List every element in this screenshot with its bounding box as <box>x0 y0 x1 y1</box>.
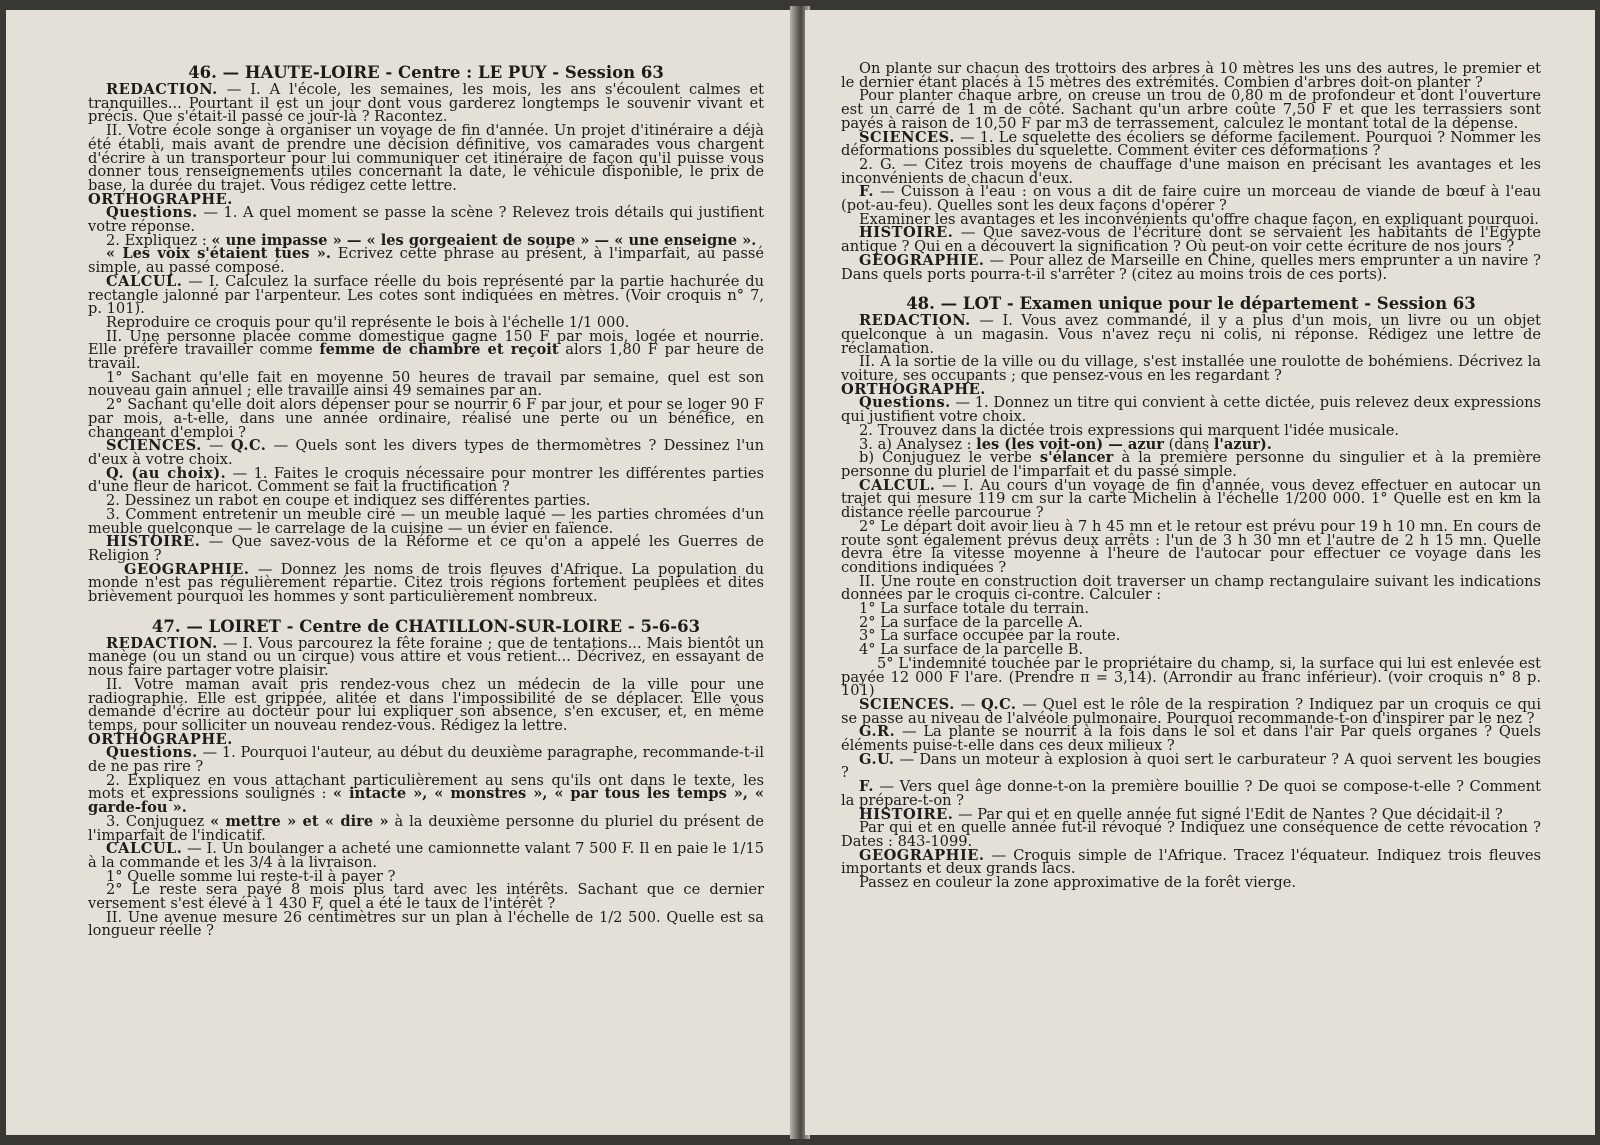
exam-46-calcul-3: 1° Sachant qu'elle fait en moyenne 50 heures de travail par semaine, quel est son nouveau gain annuel ; elle travaille ainsi 49 semaines par an. <box>88 368 764 400</box>
exam-47-heading: 47. — LOIRET - Centre de CHATILLON-SUR-LOIRE - 5-6-63 <box>151 616 701 636</box>
exam-46-questions-3: « Les voix s'étaient tues ». Ecrivez cette phrase au présent, à l'imparfait, au passé simple, au passé composé. <box>88 245 765 277</box>
exam-48-geographie: GEOGRAPHIE. — Croquis simple de l'Afrique. Tracez l'équateur. Indiquez trois fleuves importants et deux grands lacs. <box>841 846 1542 878</box>
exam-48-calcul-list-5: 5° L'indemnité touchée par le propriétaire du champ, si, la surface qui lui est enlevée est payée 12 000 F l'are. (Prendre π = 3,14). (Arrondir au franc inférieur). (voir croquis n° 8 p. 101) <box>841 654 1541 700</box>
exam-46-sciences-1: SCIENCES. — Q.C. — Quels sont les divers types de thermomètres ? Dessinez l'un d'eux à votre choix. <box>88 437 764 468</box>
exam-46-heading: 46. — HAUTE-LOIRE - Centre : LE PUY - Session 63 <box>188 63 664 82</box>
exam-48-calcul-list-4: 4° La surface de la parcelle B. <box>859 641 1084 659</box>
exam-46-sciences-3: 2. Dessinez un rabot en coupe et indiquez ses différentes parties. <box>106 492 591 510</box>
right-column <box>841 62 1541 890</box>
exam-48-redaction: REDACTION. — I. Vous avez commandé, il y a plus d'un mois, un livre ou un objet quelconque à un magasin. Vous n'avez reçu ni colis, ni réponse. Rédigez une lettre de réclamation. <box>841 312 1541 357</box>
exam-47-calcul-3: 2° Le reste sera payé 8 mois plus tard avec les intérêts. Sachant que ce dernier versement s'est élevé à 1 430 F, quel a été le taux de l'intérêt ? <box>88 881 764 913</box>
exam-47-redaction: REDACTION. — I. Vous parcourez la fête foraine ; que de tentations... Mais bientôt un manège (ou un stand ou un cirque) vous attire et vous retient... Décrivez, en essayant de nous faire partager votre plaisir. <box>88 634 764 680</box>
exam-46-redaction-2: II. Votre école songe à organiser un voyage de fin d'année. Un projet d'itinéraire a déjà été établi, mais avant de prendre une décision définitive, vos camarades vous chargent d'écrire à un transporteur pour lui communiquer cet itinéraire de façon qu'il puisse vous donner tous renseignements utiles concernant la date, le véhicule disponible, le prix de base, la durée du trajet. Vous rédigez cette lettre. <box>88 122 764 194</box>
exam-48-sciences-4: F. — Vers quel âge donne-t-on la première bouillie ? De quoi se compose-t-elle ? Comment la prépare-t-on ? <box>841 778 1542 809</box>
exam-46-redaction: REDACTION. — I. A l'école, les semaines, les mois, les ans s'écoulent calmes et tranquilles... Pourtant il est un jour dont vous garderez longtemps le souvenir vivant et précis. Que s'était-il passé ce jour-là ? Racontez. <box>88 81 764 126</box>
exam-48-redaction-2: II. A la sortie de la ville ou du village, s'est installée une roulotte de bohémiens. Décrivez la voiture, ses occupants ; que pensez-vous en les regardant ? <box>841 353 1541 385</box>
exam-48-geographie-2: Passez en couleur la zone approximative de la forêt vierge. <box>859 874 1297 892</box>
exam-48-histoire-2: Par qui et en quelle année fut-il révoqué ? Indiquez une conséquence de cette révocation ? Dates : 843-1099. <box>841 819 1541 850</box>
exam-48-calcul-list-1: 1° La surface totale du terrain. <box>859 600 1090 618</box>
exam-47-ortho-label: ORTHOGRAPHE. <box>88 730 233 748</box>
exam-47-sciences-3: F. — Cuisson à l'eau : on vous a dit de faire cuire un morceau de viande de bœuf à l'eau (pot-au-feu). Quelles sont les deux façons d'opérer ? <box>841 183 1542 215</box>
exam-47-sciences-4: Examiner les avantages et les inconvénients qu'offre chaque façon, en expliquant pourquoi. <box>859 210 1539 228</box>
exam-46-questions-2: 2. Expliquez : « une impasse » — « les gorgeaient de soupe » — « une enseigne ». <box>106 231 757 249</box>
exam-46-ortho-label: ORTHOGRAPHE. <box>88 190 233 208</box>
right-page <box>805 10 1595 1135</box>
exam-48-calcul-3: II. Une route en construction doit traverser un champ rectangulaire suivant les indications données par le croquis ci-contre. Calculer : <box>841 572 1541 604</box>
exam-47-questions-3: 3. Conjuguez « mettre » et « dire » à la deuxième personne du pluriel du présent de l'imparfait de l'indicatif. <box>88 812 764 844</box>
exam-48-questions-2: 2. Trouvez dans la dictée trois expressions qui marquent l'idée musicale. <box>859 421 1400 439</box>
exam-48-questions-3: 3. a) Analysez : les (les voit-on) — azur (dans l'azur). <box>859 435 1272 453</box>
exam-47-calcul-1: CALCUL. — I. Un boulanger a acheté une camionnette valant 7 500 F. Il en paie le 1/15 à la commande et les 3/4 à la livraison. <box>88 840 765 871</box>
exam-48-sciences-2: G.R. — La plante se nourrit à la fois dans le sol et dans l'air Par quels organes ? Quels éléments puise-t-elle dans ces deux milieux ? <box>841 723 1541 755</box>
exam-47-geographie: GEOGRAPHIE. — Pour allez de Marseille en Chine, quelles mers emprunter a un navire ? Dans quels ports pourra-t-il s'arrêter ? (citez au moins trois de ces ports). <box>841 251 1542 283</box>
redaction-label: REDACTION. <box>106 81 218 98</box>
exam-47-calcul-4: II. Une avenue mesure 26 centimètres sur un plan à l'échelle de 1/2 500. Quelle est sa longueur réelle ? <box>88 908 764 940</box>
left-column <box>88 62 764 938</box>
exam-46-histoire: HISTOIRE. — Que savez-vous de la Réforme et ce qu'on a appelé les Guerres de Religion ? <box>88 533 764 564</box>
exam-47-histoire: HISTOIRE. — Que savez-vous de l'écriture dont se servaient les habitants de l'Egypte antique ? Qui en a découvert la signification ? Où peut-on voir cette écriture de nos jours ? <box>841 224 1541 256</box>
exam-46-calcul-1: CALCUL. — I. Calculez la surface réelle du bois représenté par la partie hachurée du rectangle jalonné par l'arpenteur. Les cotes sont indiquées en mètres. (Voir croquis n° 7, p. 101). <box>88 272 764 318</box>
exam-48-sciences-3: G.U. — Dans un moteur à explosion à quoi sert le carburateur ? A quoi servent les bougies ? <box>841 750 1541 782</box>
exam-46-geographie: GEOGRAPHIE. — Donnez les noms de trois fleuves d'Afrique. La population du monde n'est pas régulièrement répartie. Citez trois régions fortement peuplées et dites brièvement pourquoi les hommes y sont particulièrement nombreux. <box>88 560 765 606</box>
exam-46-calcul-4: 2° Sachant qu'elle doit alors dépenser pour se nourrir 6 F par jour, et pour se loger 90 F par mois, a-t-elle, dans une année ordinaire, réalisé une perte ou un bénéfice, en changeant d'emploi ? <box>88 396 764 441</box>
exam-48-calcul-list-2: 2° La surface de la parcelle A. <box>859 613 1083 631</box>
exam-48-ortho-label: ORTHOGRAPHE. <box>841 380 986 398</box>
exam-46-sciences-4: 3. Comment entretenir un meuble ciré — un meuble laqué — les parties chromées d'un meuble quelconque — le carrelage de la cuisine — un évier en faïence. <box>88 505 764 537</box>
exam-47-redaction-2: II. Votre maman avait pris rendez-vous chez un médecin de la ville pour une radiographie. Elle est grippée, alitée et dans l'impossibilité de se déplacer. Elle vous demande d'écrire au docteur pour lui expliquer son absence, s'en excuser, et, en même temps, pour solliciter un nouveau rendez-vous. Rédigez la lettre. <box>88 675 764 734</box>
exam-47-sciences-2: 2. G. — Citez trois moyens de chauffage d'une maison en précisant les avantages et les inconvénients de chacun d'eux. <box>841 155 1541 187</box>
exam-47-calcul-2: 1° Quelle somme lui reste-t-il à payer ? <box>106 867 396 885</box>
left-page <box>6 10 795 1135</box>
exam-47-questions-2: 2. Expliquez en vous attachant particulièrement au sens qu'ils ont dans le texte, les mots et expressions soulignés : « intacte », « monstres », « par tous les temps », « garde-fou ». <box>88 771 764 817</box>
exam-48-heading: 48. — LOT - Examen unique pour le département - Session 63 <box>906 294 1476 314</box>
exam-48-calcul-list-3: 3° La surface occupée par la route. <box>859 627 1121 645</box>
exam-47-calcul-6: Pour planter chaque arbre, on creuse un trou de 0,80 m de profondeur et dont l'ouverture est un carré de 1 m de côté. Sachant qu'un arbre coûte 7,50 F et que les terrassiers sont payés à raison de 10,50 F par m3 de terrassement, calculez le montant total de la dépense. <box>841 87 1541 132</box>
exam-48-questions-4: b) Conjuguez le verbe s'élancer à la première personne du singulier et à la première personne du pluriel de l'imparfait et du passé simple. <box>841 449 1541 480</box>
exam-48-calcul-2: 2° Le départ doit avoir lieu à 7 h 45 mn et le retour est prévu pour 19 h 10 mn. En cours de route sont également prévus deux arrêts : l'un de 3 h 30 mn et l'autre de 2 h 15 mn. Quelle devra être la vitesse moyenne à l'heure de l'autocar pour effectuer ce voyage dans les conditions indiquées ? <box>841 517 1541 576</box>
exam-46-questions-1: Questions. — 1. A quel moment se passe la scène ? Relevez trois détails qui justifient votre réponse. <box>88 204 765 236</box>
exam-47-sciences-1: SCIENCES. — 1. Le squelette des écoliers se déforme facilement. Pourquoi ? Nommer les déformations possibles du squelette. Comment éviter ces déformations ? <box>841 128 1542 160</box>
exam-46-sciences-2: Q. (au choix). — 1. Faites le croquis nécessaire pour montrer les différentes parties d'une fleur de haricot. Comment se fait la fructification ? <box>88 464 764 496</box>
exam-48-questions-1: Questions. — 1. Donnez un titre qui convient à cette dictée, puis relevez deux expressions qui justifient votre choix. <box>841 394 1541 426</box>
exam-47-calcul-5: On plante sur chacun des trottoirs des arbres à 10 mètres les uns des autres, le premier et le dernier étant placés à 15 mètres des extrémités. Combien d'arbres doit-on planter ? <box>841 60 1541 91</box>
exam-46-calcul-1b: Reproduire ce croquis pour qu'il représente le bois à l'échelle 1/1 000. <box>106 313 630 331</box>
exam-48-calcul-1: CALCUL. — I. Au cours d'un voyage de fin d'année, vous devez effectuer en autocar un trajet qui mesure 119 cm sur la carte Michelin à l'échelle 1/200 000. 1° Quelle est en km la distance réelle parcourue ? <box>841 476 1542 522</box>
exam-48-histoire: HISTOIRE. — Par qui et en quelle année fut signé l'Edit de Nantes ? Que décidait-il ? <box>859 805 1503 823</box>
exam-46-calcul-2: II. Une personne placée comme domestique gagne 150 F par mois, logée et nourrie. Elle préfère travailler comme femme de chambre et reçoit alors 1,80 F par heure de travail. <box>88 327 764 373</box>
exam-48-sciences-1: SCIENCES. — Q.C. — Quel est le rôle de la respiration ? Indiquez par un croquis ce qui se passe au niveau de l'alvéole pulmonaire. Pourquoi recommande-t-on d'inspirer par le nez ? <box>841 695 1541 727</box>
exam-47-questions-1: Questions. — 1. Pourquoi l'auteur, au début du deuxième paragraphe, recommande-t-il de ne pas rire ? <box>88 744 764 776</box>
